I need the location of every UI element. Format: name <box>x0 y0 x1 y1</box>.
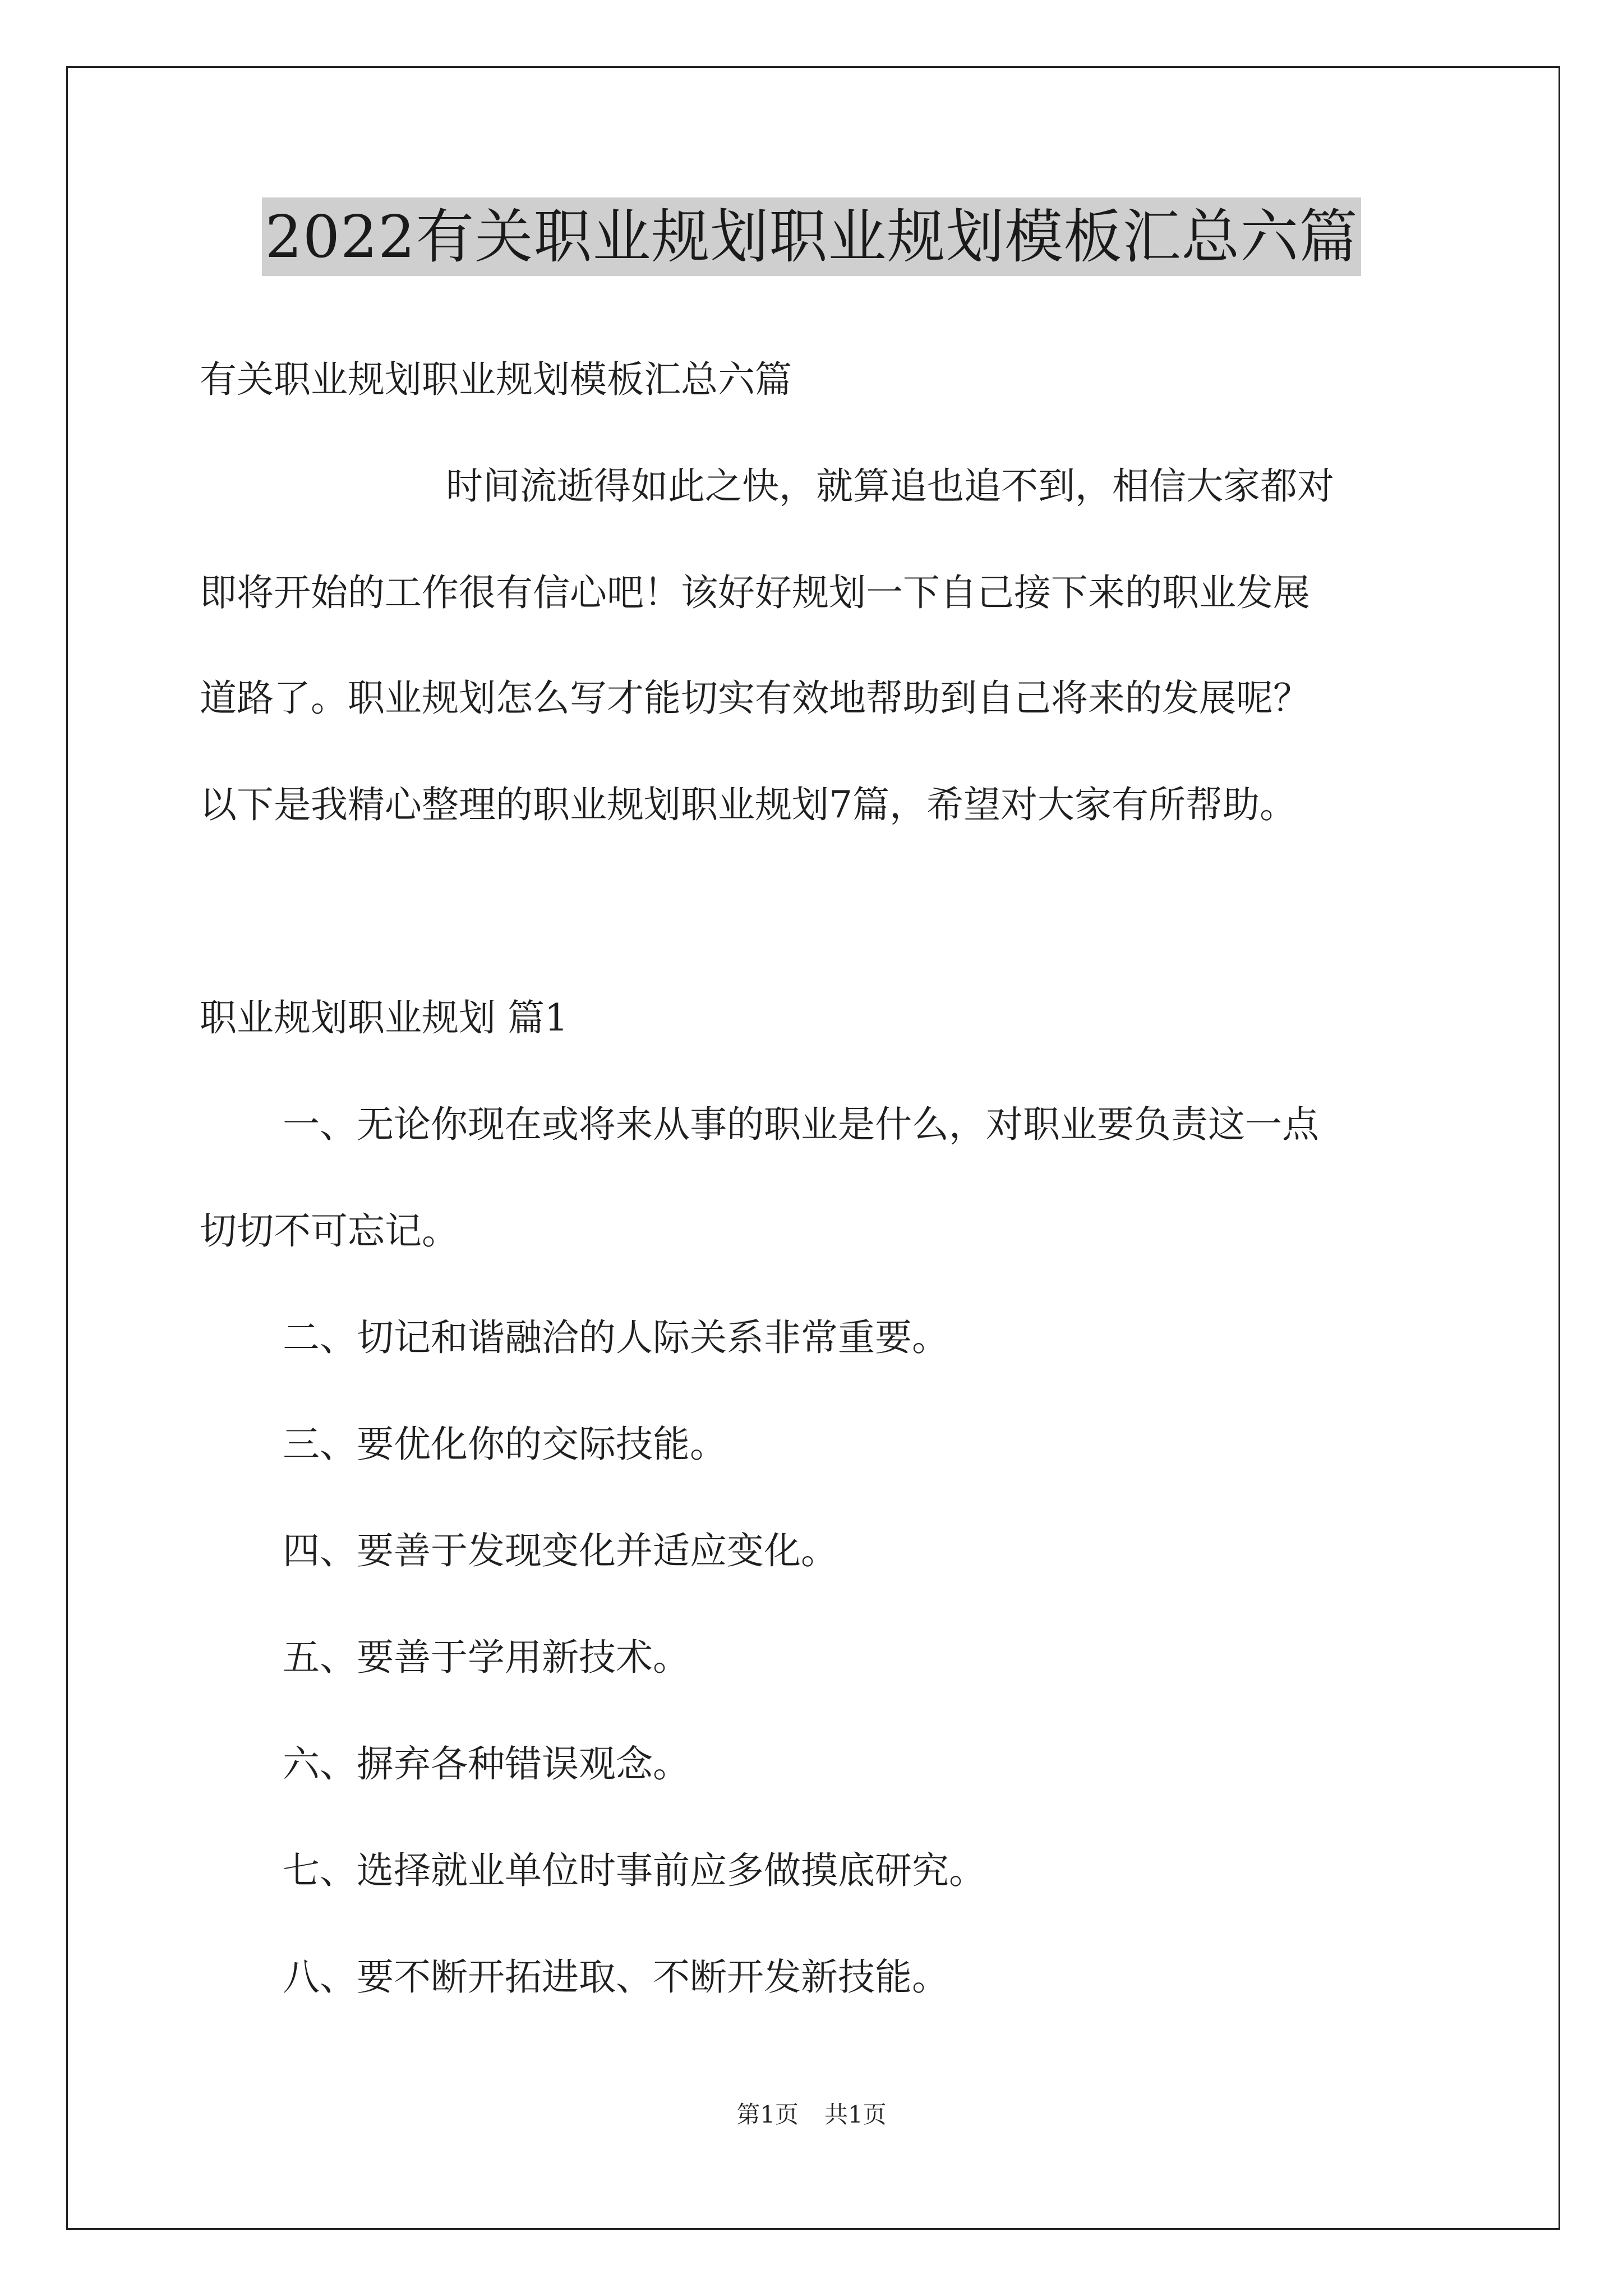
list-item: 六、摒弃各种错误观念。 <box>283 1742 690 1786</box>
list-item: 一、无论你现在或将来从事的职业是什么，对职业要负责这一点 <box>283 1103 1319 1146</box>
intro-line-4: 以下是我精心整理的职业规划职业规划7篇，希望对大家有所帮助。 <box>200 783 1297 826</box>
list-item: 三、要优化你的交际技能。 <box>283 1423 727 1466</box>
list-item-continuation: 切切不可忘记。 <box>200 1209 459 1253</box>
page-footer <box>0 2098 1623 2132</box>
list-item: 八、要不断开拓进取、不断开发新技能。 <box>283 1955 949 1999</box>
page-total: 共1页 <box>824 2101 887 2128</box>
intro-line-3: 道路了。职业规划怎么写才能切实有效地帮助到自己将来的发展呢？ <box>200 677 1310 720</box>
page-number: 第1页 <box>736 2101 799 2128</box>
list-item: 五、要善于学用新技术。 <box>283 1636 690 1679</box>
section-heading: 职业规划职业规划 篇1 <box>200 996 568 1039</box>
list-item: 七、选择就业单位时事前应多做摸底研究。 <box>283 1849 986 1892</box>
intro-line-1: 时间流逝得如此之快，就算追也追不到，相信大家都对 <box>446 464 1334 508</box>
title-container <box>0 197 1623 276</box>
document-title: 2022有关职业规划职业规划模板汇总六篇 <box>262 197 1362 276</box>
list-item: 四、要善于发现变化并适应变化。 <box>283 1529 838 1572</box>
document-subtitle: 有关职业规划职业规划模板汇总六篇 <box>200 358 792 401</box>
intro-line-2: 即将开始的工作很有信心吧！该好好规划一下自己接下来的职业发展 <box>200 571 1310 614</box>
list-item: 二、切记和谐融洽的人际关系非常重要。 <box>283 1316 949 1359</box>
